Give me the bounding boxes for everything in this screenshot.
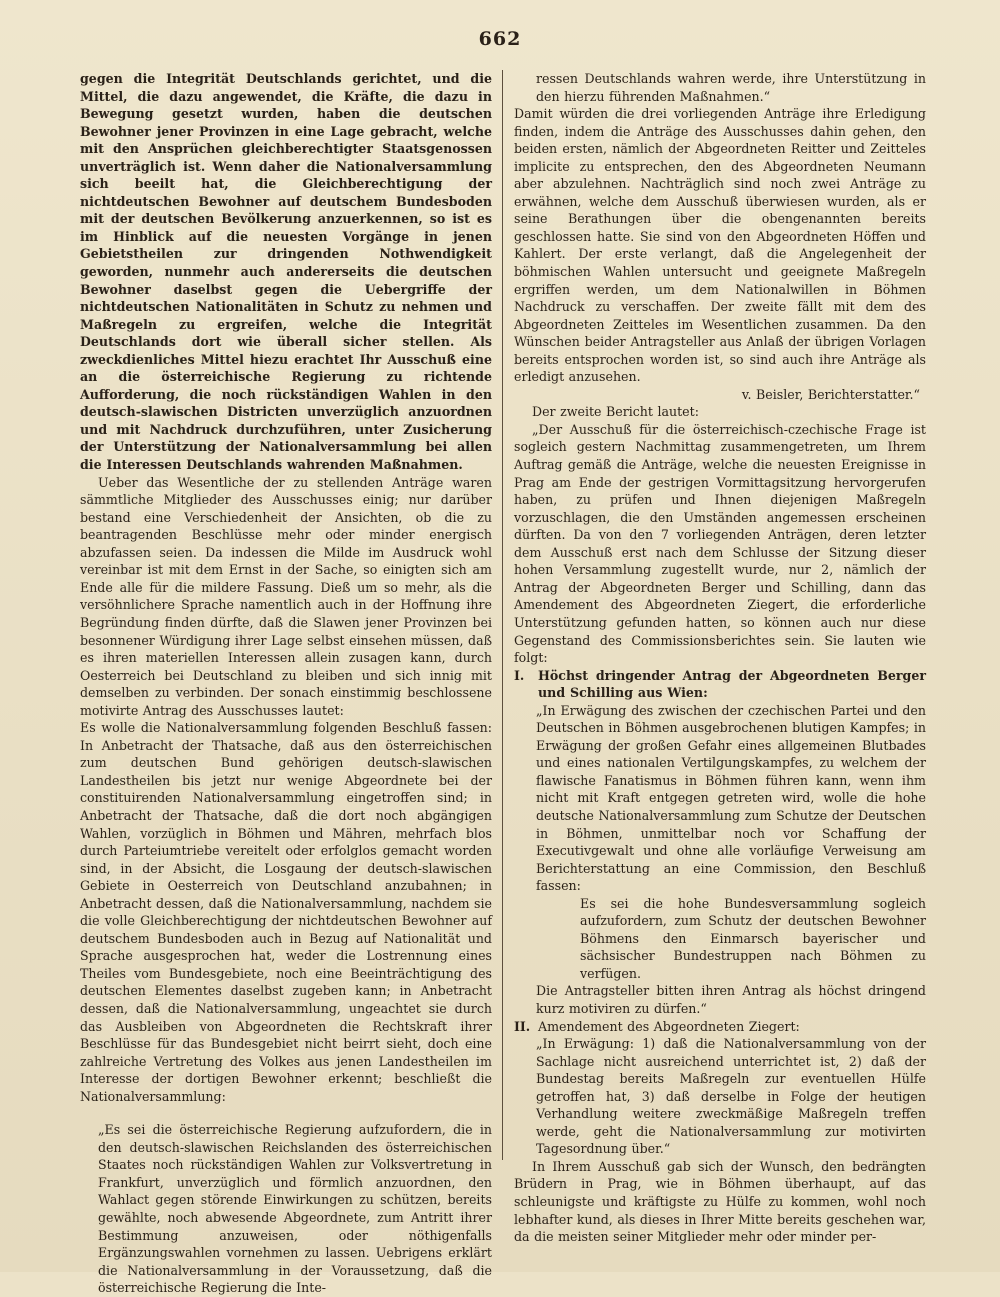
- motion-1-number: I.: [514, 667, 525, 683]
- left-column: [80, 70, 492, 1297]
- motion-1-text: „In Erwägung des zwischen der czechischen Partei und den Deutschen in Böhmen ausgebrochenen blutigen Kampfes; in Erwägung der großen Gefahr eines allgemeinen Blutbades und eines nationalen Vertilgungskampfes, zu welchem der flawische Fanatismus in Böhmen führen kann, wenn ihm nicht mit Kraft entgegen getreten wird, wolle die hohe deutsche Nationalversammlung zum Schutze der Deutschen in Böhmen, unmittelbar noch vor Schaffung der Executivgewalt und ohne alle vorläufige Verweisung am Berichterstattung an eine Commission, den Beschluß fassen:: [536, 702, 926, 894]
- right-paragraph-1: Damit würden die drei vorliegenden Anträge ihre Erledigung finden, indem die Anträge des Ausschusses dahin gehen, den beiden ersten, nämlich der Abgeordneten Reitter und Zeitteles implicite zu entsprechen, den des Abgeordneten Neumann aber abzulehnen. Nachträglich sind noch zwei Anträge zu erwähnen, welche dem Ausschuß überwiesen wurden, als er seine Berathungen über die obengenannten bereits geschlossen hatte. Sie sind von den Abgeordneten Höffen und Kahlert. Der erste verlangt, daß die Angelegenheit der böhmischen Wahlen untersucht und geeignete Maßregeln ergriffen werden, um dem Nationalwillen in Böhmen Nachdruck zu verschaffen. Der zweite fällt mit dem des Abgeordneten Zeitteles im Wesentlichen zusammen. Da den Wünschen beider Antragsteller aus Anlaß der übrigen Vorlagen bereits entsprochen worden ist, so sind auch ihre Anträge als erledigt anzusehen.: [514, 106, 926, 385]
- second-report-heading: Der zweite Bericht lautet:: [532, 404, 699, 420]
- motion-2-number: II.: [514, 1018, 531, 1034]
- motion-1-note: Die Antragsteller bitten ihren Antrag als höchst dringend kurz motiviren zu dürfen.“: [536, 983, 926, 1016]
- left-paragraph-3: Es wolle die Nationalversammlung folgenden Beschluß fassen: In Anbetracht der Thatsache, daß aus den österreichischen zum deutschen Bund gehörigen deutsch-slawischen Landestheilen bis jetzt nur wenige Abgeordnete bei der constituirenden Nationalversammlung eingetroffen sind; in Anbetracht der Thatsache, daß die dort noch abgängigen Wahlen, vorzüglich in Böhmen und Mähren, mehrfach blos durch Parteiumtriebe vereitelt oder erfolglos gemacht worden sind, in der Absicht, die Losgaung der deutsch-slawischen Gebiete in Oesterreich von Deutschland anzubahnen; in Anbetracht dessen, daß die Nationalversammlung, nachdem sie die volle Gleichberechtigung der nichtdeutschen Bewohner auf deutschem Bundesboden auch in Bezug auf Nationalität und Sprache ausgesprochen hat, weder die Lostrennung eines Theiles vom Bundesgebiete, noch eine Beeinträchtigung des deutschen Elementes daselbst zugeben kann; in Anbetracht dessen, daß die Nationalversammlung, ungeachtet sie durch das Ausbleiben von Abgeordneten die Rechtskraft ihrer Beschlüsse für das Bundesgebiet nicht beirrt sieht, doch eine zahlreiche Vertretung des Volkes aus jenen Landestheilen im Interesse der dortigen Bewohner erkennt; beschließt die Nationalversammlung:: [80, 720, 492, 1104]
- page-number: 662: [478, 28, 522, 50]
- left-paragraph-1: gegen die Integrität Deutschlands gerichtet, und die Mittel, die dazu angewendet, die Kräfte, die dazu in Bewegung gesetzt wurden, haben die deutschen Bewohner jener Provinzen in eine Lage gebracht, welche mit den Ansprüchen gleichberechtigter Staatsgenossen unverträglich ist. Wenn daher die Nationalversammlung sich beeilt hat, die Gleichberechtigung der nichtdeutschen Bewohner auf deutschem Bundesboden mit der deutschen Bevölkerung anzuerkennen, so ist es im Hinblick auf die neuesten Vorgänge in jenen Gebietstheilen zur dringenden Nothwendigkeit geworden, nunmehr auch andererseits die deutschen Bewohner daselbst gegen die Uebergriffe der nichtdeutschen Nationalitäten in Schutz zu nehmen und Maßregeln zu ergreifen, welche die Integrität Deutschlands dort wie überall sicher stellen. Als zweckdienliches Mittel hiezu erachtet Ihr Ausschuß eine an die österreichische Regierung zu richtende Aufforderung, die noch rückständigen Wahlen in den deutsch-slawischen Districten unverzüglich anzuordnen und mit Nachdruck durchzuführen, unter Zusicherung der Unterstützung der Nationalversammlung bei allen die Interessen Deutschlands wahrenden Maßnahmen.: [80, 71, 492, 473]
- motion-2-text: „In Erwägung: 1) daß die Nationalversammlung von der Sachlage nicht ausreichend unterrichtet ist, 2) daß der Bundestag bereits Maßregeln zur eventuellen Hülfe getroffen hat, 3) daß derselbe in Folge der heutigen Verhandlung weitere zweckmäßige Maßregeln treffen werde, geht die Nationalversammlung zur motivirten Tagesordnung über.“: [536, 1036, 926, 1157]
- resolution-quote: „Es sei die österreichische Regierung aufzufordern, die in den deutsch-slawischen Reichslanden des österreichischen Staates noch rückständigen Wahlen zur Volksvertretung in Frankfurt, unverzüglich und förmlich anzuordnen, den Wahlact gegen störende Einwirkungen zu schützen, bereits gewählte, noch abwesende Abgeordnete, zum Antritt ihrer Bestimmung anzuweisen, oder nöthigenfalls Ergänzungswahlen vornehmen zu lassen. Uebrigens erklärt die Nationalversammlung in der Voraussetzung, daß die österreichische Regierung die Inte-: [98, 1122, 492, 1296]
- motion-1-heading: Höchst dringender Antrag der Abgeordneten Berger und Schilling aus Wien:: [538, 667, 926, 701]
- motion-1-resolution: Es sei die hohe Bundesversammlung sogleich aufzufordern, zum Schutz der deutschen Bewohner Böhmens den Einmarsch bayerischer und sächsischer Bundestruppen nach Böhmen zu verfügen.: [580, 895, 926, 981]
- column-divider: [502, 70, 503, 1160]
- right-paragraph-2: „Der Ausschuß für die österreichisch-czechische Frage ist sogleich gestern Nachmittag zusammengetreten, um Ihrem Auftrag gemäß die Anträge, welche die neuesten Ereignisse in Prag am Ende der gestrigen Vormittagsitzung hervorgerufen haben, zu prüfen und Ihnen diejenigen Maßregeln vorzuschlagen, die den Umständen angemessen erscheinen dürften. Da von den 7 vorliegenden Anträgen, deren letzter dem Ausschuß erst nach dem Schlusse der Sitzung dieser hohen Versammlung zugestellt wurde, nur 2, nämlich der Antrag der Abgeordneten Berger und Schilling, dann das Amendement des Abgeordneten Ziegert, die erforderliche Unterstützung gefunden hatten, so können auch nur diese Gegenstand des Commissionsberichtes sein. Sie lauten wie folgt:: [514, 421, 926, 666]
- signature: v. Beisler, Berichterstatter.“: [741, 386, 920, 402]
- right-column: [514, 70, 926, 1246]
- left-paragraph-2: Ueber das Wesentliche der zu stellenden Anträge waren sämmtliche Mitglieder des Ausschusses einig; nur darüber bestand eine Verschiedenheit der Ansichten, ob die zu beantragenden Beschlüsse mehr oder minder energisch abzufassen seien. Da indessen die Milde im Ausdruck wohl vereinbar ist mit dem Ernst in der Sache, so einigten sich am Ende alle für die mildere Fassung. Dieß um so mehr, als die versöhnlichere Sprache namentlich auch in der Hoffnung ihre Begründung finden dürfte, daß die Slawen jener Provinzen bei besonnener Würdigung ihrer Lage selbst einsehen müssen, daß es ihren materiellen Interessen allein zusagen kann, durch Oesterreich bei Deutschland zu bleiben und sich innig mit demselben zu verbinden. Der sonach einstimmig beschlossene motivirte Antrag des Ausschusses lautet:: [80, 474, 492, 718]
- motion-item-2: [514, 1018, 926, 1036]
- right-paragraph-3: In Ihrem Ausschuß gab sich der Wunsch, den bedrängten Brüdern in Prag, wie in Böhmen überhaupt, auf das schleunigste und kräftigste zu Hülfe zu kommen, wohl noch lebhafter kund, als dieses in Ihrer Mitte bereits geschehen war, da die meisten seiner Mitglieder mehr oder minder per-: [514, 1158, 926, 1245]
- continuation-text: ressen Deutschlands wahren werde, ihre Unterstützung in den hierzu führenden Maßnahmen.“: [536, 71, 926, 104]
- motion-2-heading: Amendement des Abgeordneten Ziegert:: [538, 1018, 800, 1034]
- motion-item-1: [514, 667, 926, 702]
